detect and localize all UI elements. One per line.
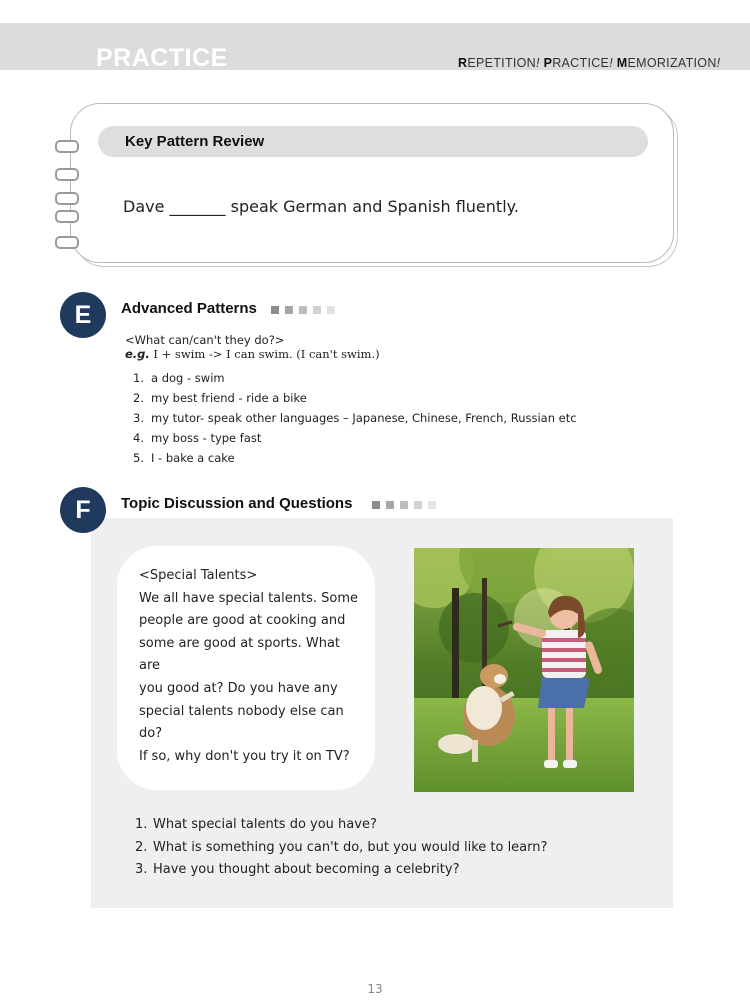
binder-ring-icon [55, 168, 79, 181]
example-label: e.g. [125, 347, 150, 361]
list-item [133, 449, 577, 469]
section-e-title: Advanced Patterns [121, 300, 257, 317]
question-item [135, 837, 547, 860]
tagline-word: EMORIZATION [627, 56, 717, 70]
talents-line: If so, why don't you try it on TV? [139, 748, 350, 764]
tagline-mark: ! [716, 56, 721, 70]
list-item [133, 389, 577, 409]
question-number: 1. [135, 817, 148, 832]
talents-line: <Special Talents> [139, 568, 258, 583]
girl-and-dog-photo [414, 548, 634, 792]
section-e-example [125, 347, 380, 361]
question-item [135, 859, 547, 882]
tagline-cap: M [616, 56, 628, 70]
tagline-word: RACTICE [552, 56, 610, 70]
tagline-word: EPETITION [467, 56, 537, 70]
section-f-squares [372, 501, 436, 509]
section-f-badge: F [60, 487, 106, 533]
list-item-text: I - bake a cake [151, 451, 235, 465]
list-item-number: 3. [133, 411, 144, 425]
question-text: Have you thought about becoming a celebrity? [153, 862, 460, 877]
binder-ring-icon [55, 210, 79, 223]
talents-line: people are good at cooking and [139, 613, 346, 629]
list-item [133, 369, 577, 389]
talents-line: some are good at sports. What are [139, 635, 341, 674]
talents-line: We all have special talents. Some [139, 590, 358, 606]
page-number: 13 [367, 982, 383, 996]
tagline-cap: R [458, 56, 468, 70]
square-icon [372, 501, 380, 509]
talents-text [139, 565, 361, 768]
square-icon [327, 306, 335, 314]
example-text: I + swim -> I can swim. (I can't swim.) [149, 347, 380, 361]
list-item-text: my boss - type fast [151, 431, 262, 445]
list-item-number: 2. [133, 391, 144, 405]
section-e-prompt: <What can/can't they do?> [125, 333, 285, 347]
binder-ring-icon [55, 236, 79, 249]
question-number: 3. [135, 862, 148, 877]
square-icon [285, 306, 293, 314]
list-item-text: my best friend - ride a bike [151, 391, 307, 405]
square-icon [271, 306, 279, 314]
talents-line: special talents nobody else can do? [139, 703, 344, 742]
list-item-number: 1. [133, 371, 144, 385]
list-item [133, 409, 577, 429]
key-pattern-label: Key Pattern Review [125, 133, 265, 150]
photo-illustration [414, 548, 634, 792]
list-item-text: my tutor- speak other languages – Japanese, Chinese, French, Russian etc [151, 411, 577, 425]
section-f-questions [135, 814, 547, 882]
square-icon [428, 501, 436, 509]
section-e-list [133, 369, 577, 469]
question-item [135, 814, 547, 837]
tagline-mark: ! [536, 56, 540, 70]
square-icon [386, 501, 394, 509]
section-e-badge: E [60, 292, 106, 338]
key-pattern-sentence: Dave _______ speak German and Spanish fluently. [123, 197, 519, 216]
list-item-number: 5. [133, 451, 144, 465]
square-icon [414, 501, 422, 509]
square-icon [400, 501, 408, 509]
list-item-number: 4. [133, 431, 144, 445]
question-text: What special talents do you have? [153, 817, 377, 832]
talents-line: you good at? Do you have any [139, 680, 338, 696]
tagline-mark: ! [609, 56, 613, 70]
binder-ring-icon [55, 192, 79, 205]
list-item [133, 429, 577, 449]
page-title: PRACTICE [96, 44, 228, 72]
question-number: 2. [135, 839, 148, 855]
header-tagline [458, 56, 720, 70]
tagline-cap: P [543, 56, 553, 70]
question-text: What is something you can't do, but you would like to learn? [153, 839, 548, 855]
square-icon [299, 306, 307, 314]
list-item-text: a dog - swim [151, 371, 225, 385]
square-icon [313, 306, 321, 314]
binder-ring-icon [55, 140, 79, 153]
section-f-title: Topic Discussion and Questions [121, 495, 353, 512]
section-e-squares [271, 306, 335, 314]
